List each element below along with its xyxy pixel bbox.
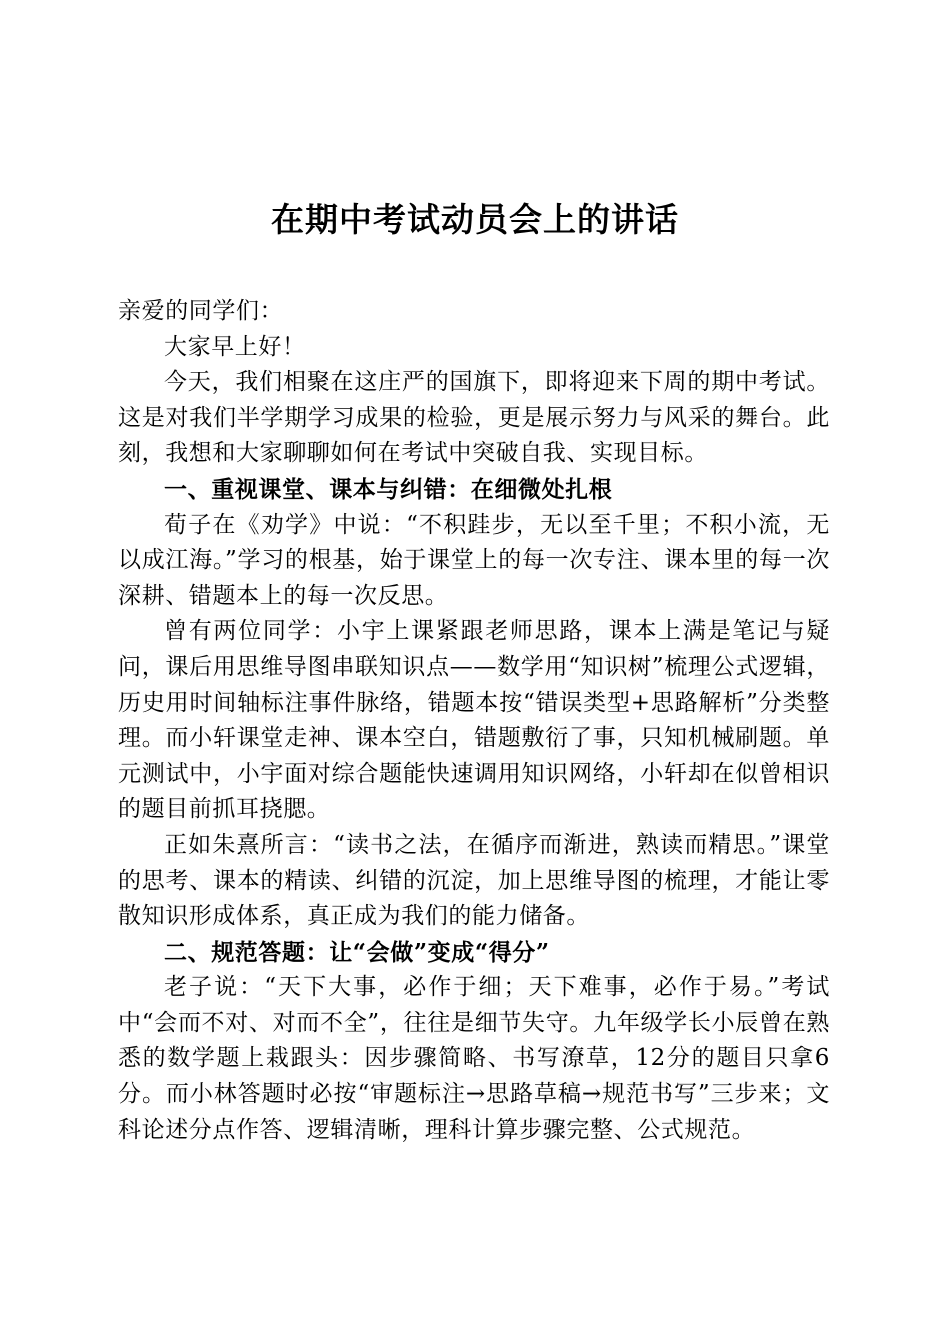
section-1-paragraph-3: 正如朱熹所言：“读书之法，在循序而渐进，熟读而精思。”课堂的思考、课本的精读、纠错的沉淀，加上思维导图的梳理，才能让零散知识形成体系，真正成为我们的能力储备。 — [118, 831, 830, 930]
intro-paragraph: 今天，我们相聚在这庄严的国旗下，即将迎来下周的期中考试。这是对我们半学期学习成果的检验，更是展示努力与风采的舞台。此刻，我想和大家聊聊如何在考试中突破自我、实现目标。 — [118, 369, 830, 467]
salutation: 亲爱的同学们： — [118, 298, 284, 324]
document-body — [118, 294, 830, 1148]
section-2-paragraph-1: 老子说：“天下大事，必作于细；天下难事，必作于易。”考试中“会而不对、对而不全”，往往是细节失守。九年级学长小辰曾在熟悉的数学题上栽跟头：因步骤简略、书写潦草，12分的题目只拿6分。而小林答题时必按“审题标注→思路草稿→规范书写”三步来；文科论述分点作答、逻辑清晰，理科计算步骤完整、公式规范。 — [118, 974, 830, 1143]
document-title: 在期中考试动员会上的讲话 — [271, 200, 679, 239]
section-heading-1: 一、重视课堂、课本与纠错：在细微处扎根 — [164, 475, 613, 503]
section-1-paragraph-2: 曾有两位同学：小宇上课紧跟老师思路，课本上满是笔记与疑问，课后用思维导图串联知识点——数学用“知识树”梳理公式逻辑，历史用时间轴标注事件脉络，错题本按“错误类型+思路解析”分类整理。而小轩课堂走神、课本空白，错题敷衍了事，只知机械刷题。单元测试中，小宇面对综合题能快速调用知识网络，小轩却在似曾相识的题目前抓耳挠腮。 — [118, 618, 830, 823]
section-heading-2: 二、规范答题：让“会做”变成“得分” — [164, 938, 550, 966]
section-1-paragraph-1: 荀子在《劝学》中说：“不积跬步，无以至千里；不积小流，无以成江海。”学习的根基，始于课堂上的每一次专注、课本里的每一次深耕、错题本上的每一次反思。 — [118, 511, 830, 609]
greeting: 大家早上好！ — [164, 333, 306, 360]
